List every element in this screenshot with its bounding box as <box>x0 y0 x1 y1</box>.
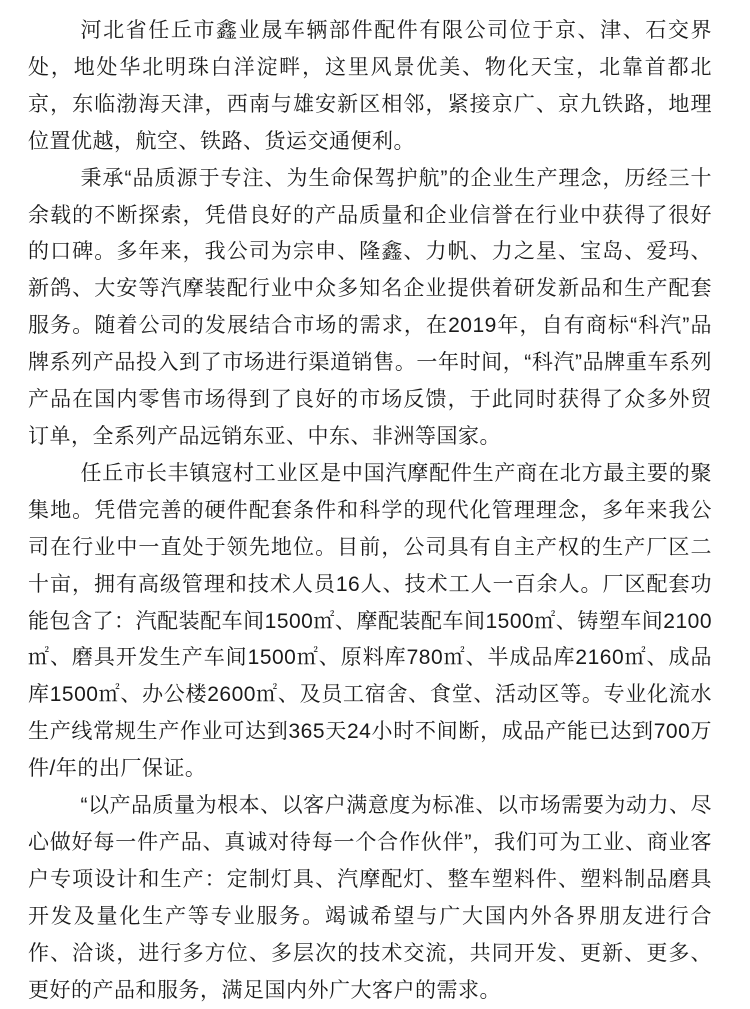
paragraph-philosophy-brand: 秉承“品质源于专注、为生命保驾护航”的企业生产理念，历经三十余载的不断探索，凭借良好的产品质量和企业信誉在行业中获得了很好的口碑。多年来，我公司为宗申、隆鑫、力帆、力之星、宝岛、爱玛、新鸽、大安等汽摩装配行业中众多知名企业提供着研发新品和生产配套服务。随着公司的发展结合市场的需求，在2019年，自有商标“科汽”品牌系列产品投入到了市场进行渠道销售。一年时间，“科汽”品牌重车系列产品在国内零售市场得到了良好的市场反馈，于此同时获得了众多外贸订单，全系列产品远销东亚、中东、非洲等国家。 <box>28 166 712 448</box>
paragraph-company-location: 河北省任丘市鑫业晟车辆部件配件有限公司位于京、津、石交界处，地处华北明珠白洋淀畔，这里风景优美、物化天宝，北靠首都北京，东临渤海天津，西南与雄安新区相邻，紧接京广、京九铁路，地理位置优越，航空、铁路、货运交通便利。 <box>28 19 712 153</box>
paragraph-facilities-capacity: 任丘市长丰镇寇村工业区是中国汽摩配件生产商在北方最主要的聚集地。凭借完善的硬件配套条件和科学的现代化管理理念，多年来我公司在行业中一直处于领先地位。目前，公司具有自主产权的生产厂区二十亩，拥有高级管理和技术人员16人、技术工人一百余人。厂区配套功能包含了：汽配装配车间1500㎡、摩配装配车间1500㎡、铸塑车间2100㎡、磨具开发生产车间1500㎡、原料库780㎡、半成品库2160㎡、成品库1500㎡、办公楼2600㎡、及员工宿舍、食堂、活动区等。专业化流水生产线常规生产作业可达到365天24小时不间断，成品产能已达到700万件/年的出厂保证。 <box>28 461 712 781</box>
paragraph-services-cooperation: “以产品质量为根本、以客户满意度为标准、以市场需要为动力、尽心做好每一件产品、真诚对待每一个合作伙伴”，我们可为工业、商业客户专项设计和生产：定制灯具、汽摩配灯、整车塑料件、塑料制品磨具开发及量化生产等专业服务。竭诚希望与广大国内外各界朋友进行合作、洽谈，进行多方位、多层次的技术交流，共同开发、更新、更多、更好的产品和服务，满足国内外广大客户的需求。 <box>28 794 712 1002</box>
